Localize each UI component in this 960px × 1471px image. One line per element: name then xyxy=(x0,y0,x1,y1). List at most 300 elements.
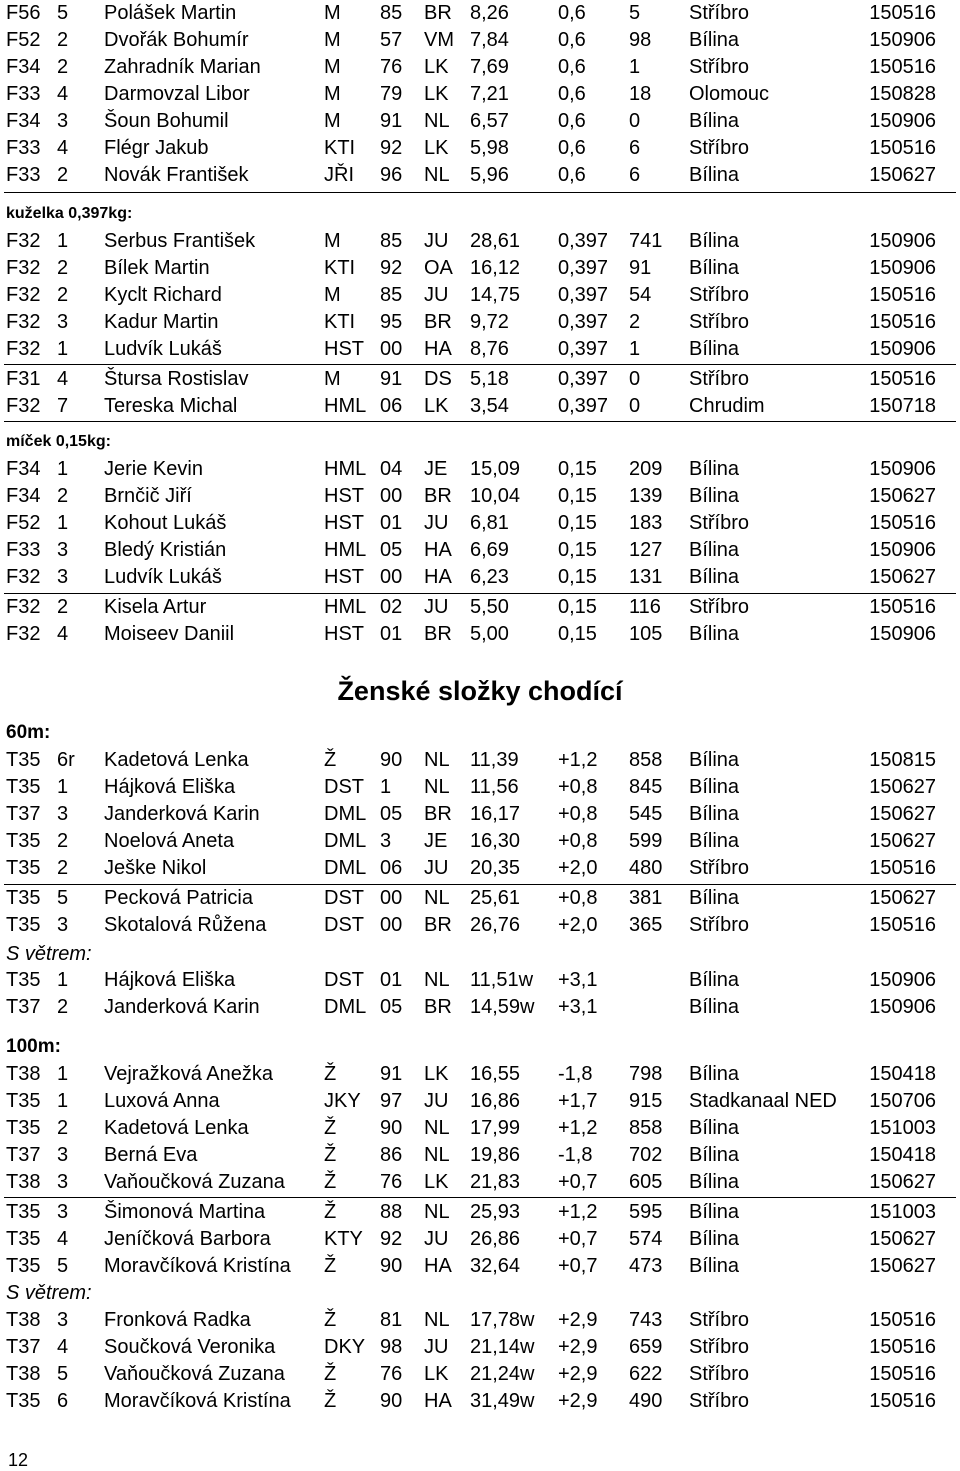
cell-points: 858 xyxy=(629,1117,663,1139)
cell-club: M xyxy=(324,368,341,390)
table-row xyxy=(0,1061,960,1088)
cell-points: 473 xyxy=(629,1255,663,1277)
cell-result: 21,83 xyxy=(470,1171,521,1193)
cell-venue: Bílina xyxy=(689,566,740,588)
cell-points: 702 xyxy=(629,1144,663,1166)
cell-wind-or-weight: 0,397 xyxy=(558,257,609,279)
cell-wind-or-weight: 0,397 xyxy=(558,368,609,390)
cell-date: 150906 xyxy=(869,338,936,360)
cell-birth-year: 92 xyxy=(380,257,403,279)
table-row xyxy=(0,108,960,135)
cell-wind-or-weight: +2,0 xyxy=(558,857,598,879)
cell-date: 150627 xyxy=(869,887,936,909)
cell-club: DKY xyxy=(324,1336,366,1358)
cell-result: 14,59w xyxy=(470,996,535,1018)
cell-region: BR xyxy=(424,996,452,1018)
cell-region: JE xyxy=(424,458,448,480)
cell-birth-year: 85 xyxy=(380,230,403,252)
cell-date: 150718 xyxy=(869,395,936,417)
cell-wind-or-weight: 0,15 xyxy=(558,458,597,480)
cell-date: 150516 xyxy=(869,137,936,159)
cell-club: JKY xyxy=(324,1090,361,1112)
cell-place: 6r xyxy=(57,749,75,771)
cell-athlete-name: Součková Veronika xyxy=(104,1336,276,1358)
cell-result: 3,54 xyxy=(470,395,509,417)
cell-category: F32 xyxy=(6,284,41,306)
cell-athlete-name: Vejražková Anežka xyxy=(104,1063,273,1085)
table-row xyxy=(0,747,960,774)
cell-venue: Bílina xyxy=(689,623,740,645)
table-row xyxy=(0,135,960,162)
cell-points: 0 xyxy=(629,368,641,390)
cell-date: 150627 xyxy=(869,803,936,825)
section-title-100m: 100m: xyxy=(6,1036,61,1057)
cell-date: 150627 xyxy=(869,1171,936,1193)
cell-points: 365 xyxy=(629,914,663,936)
cell-result: 16,17 xyxy=(470,803,521,825)
cell-birth-year: 00 xyxy=(380,338,403,360)
cell-place: 3 xyxy=(57,1309,69,1331)
table-row xyxy=(0,81,960,108)
cell-venue: Bílina xyxy=(689,485,740,507)
cell-region: HA xyxy=(424,566,452,588)
cell-region: LK xyxy=(424,1063,449,1085)
cell-points: 6 xyxy=(629,137,641,159)
cell-result: 15,09 xyxy=(470,458,521,480)
cell-result: 17,78w xyxy=(470,1309,535,1331)
cell-result: 7,69 xyxy=(470,56,509,78)
cell-date: 150516 xyxy=(869,1363,936,1385)
cell-result: 21,24w xyxy=(470,1363,535,1385)
cell-result: 5,00 xyxy=(470,623,509,645)
cell-wind-or-weight: +1,7 xyxy=(558,1090,598,1112)
cell-birth-year: 76 xyxy=(380,1171,403,1193)
table-row xyxy=(0,594,960,621)
cell-place: 2 xyxy=(57,284,69,306)
cell-birth-year: 57 xyxy=(380,29,403,51)
cell-venue: Bílina xyxy=(689,1117,740,1139)
cell-birth-year: 95 xyxy=(380,311,403,333)
cell-athlete-name: Šimonová Martina xyxy=(104,1201,266,1223)
cell-category: T37 xyxy=(6,803,41,825)
cell-result: 25,93 xyxy=(470,1201,521,1223)
cell-result: 10,04 xyxy=(470,485,521,507)
cell-region: JU xyxy=(424,1090,449,1112)
cell-venue: Bílina xyxy=(689,1255,740,1277)
table-row xyxy=(0,801,960,828)
cell-date: 150906 xyxy=(869,110,936,132)
cell-venue: Stříbro xyxy=(689,368,750,390)
cell-place: 2 xyxy=(57,857,69,879)
cell-venue: Bílina xyxy=(689,830,740,852)
cell-club: Ž xyxy=(324,1063,337,1085)
cell-birth-year: 90 xyxy=(380,749,403,771)
cell-place: 3 xyxy=(57,110,69,132)
cell-date: 150516 xyxy=(869,2,936,24)
table-row xyxy=(0,1199,960,1226)
table-row xyxy=(0,1361,960,1388)
cell-venue: Stříbro xyxy=(689,512,750,534)
cell-birth-year: 85 xyxy=(380,284,403,306)
cell-club: DML xyxy=(324,857,367,879)
cell-club: M xyxy=(324,56,341,78)
cell-place: 1 xyxy=(57,969,69,991)
cell-points: 0 xyxy=(629,395,641,417)
cell-venue: Stříbro xyxy=(689,1309,750,1331)
section-title-60m: 60m: xyxy=(6,722,51,743)
cell-wind-or-weight: 0,6 xyxy=(558,137,586,159)
cell-category: F33 xyxy=(6,164,41,186)
cell-category: F33 xyxy=(6,137,41,159)
cell-category: F32 xyxy=(6,257,41,279)
cell-club: M xyxy=(324,29,341,51)
table-row xyxy=(0,54,960,81)
cell-place: 2 xyxy=(57,596,69,618)
cell-region: JU xyxy=(424,596,449,618)
cell-venue: Chrudim xyxy=(689,395,765,417)
cell-birth-year: 97 xyxy=(380,1090,403,1112)
cell-category: F56 xyxy=(6,2,41,24)
cell-athlete-name: Jeníčková Barbora xyxy=(104,1228,271,1250)
cell-date: 150906 xyxy=(869,539,936,561)
cell-venue: Bílina xyxy=(689,996,740,1018)
cell-club: HST xyxy=(324,512,364,534)
cell-athlete-name: Janderková Karin xyxy=(104,996,260,1018)
cell-points: 183 xyxy=(629,512,663,534)
cell-club: HST xyxy=(324,338,364,360)
cell-place: 4 xyxy=(57,623,69,645)
cell-date: 150516 xyxy=(869,284,936,306)
cell-athlete-name: Moravčíková Kristína xyxy=(104,1255,291,1277)
cell-result: 26,76 xyxy=(470,914,521,936)
cell-wind-or-weight: 0,15 xyxy=(558,566,597,588)
cell-place: 5 xyxy=(57,2,69,24)
cell-region: DS xyxy=(424,368,452,390)
cell-points: 381 xyxy=(629,887,663,909)
cell-birth-year: 91 xyxy=(380,368,403,390)
cell-wind-or-weight: 0,15 xyxy=(558,485,597,507)
cell-place: 6 xyxy=(57,1390,69,1412)
cell-wind-or-weight: +1,2 xyxy=(558,749,598,771)
cell-date: 150516 xyxy=(869,512,936,534)
cell-athlete-name: Jerie Kevin xyxy=(104,458,203,480)
cell-place: 1 xyxy=(57,338,69,360)
cell-club: KTY xyxy=(324,1228,363,1250)
cell-birth-year: 00 xyxy=(380,566,403,588)
cell-place: 1 xyxy=(57,512,69,534)
cell-points: 91 xyxy=(629,257,652,279)
cell-wind-or-weight: +0,8 xyxy=(558,776,598,798)
cell-wind-or-weight: +2,9 xyxy=(558,1309,598,1331)
cell-place: 4 xyxy=(57,137,69,159)
cell-category: F32 xyxy=(6,311,41,333)
cell-category: T38 xyxy=(6,1171,41,1193)
cell-category: F34 xyxy=(6,458,41,480)
cell-result: 16,30 xyxy=(470,830,521,852)
table-row xyxy=(0,1334,960,1361)
table-row xyxy=(0,162,960,189)
cell-place: 3 xyxy=(57,914,69,936)
cell-region: LK xyxy=(424,137,449,159)
cell-date: 150418 xyxy=(869,1063,936,1085)
cell-region: LK xyxy=(424,56,449,78)
cell-wind-or-weight: +0,8 xyxy=(558,803,598,825)
cell-wind-or-weight: +2,9 xyxy=(558,1336,598,1358)
cell-birth-year: 81 xyxy=(380,1309,403,1331)
table-row xyxy=(0,255,960,282)
cell-result: 19,86 xyxy=(470,1144,521,1166)
cell-points: 2 xyxy=(629,311,641,333)
cell-birth-year: 88 xyxy=(380,1201,403,1223)
cell-category: F33 xyxy=(6,83,41,105)
cell-venue: Bílina xyxy=(689,1144,740,1166)
divider xyxy=(4,192,956,193)
cell-birth-year: 00 xyxy=(380,887,403,909)
cell-date: 151003 xyxy=(869,1117,936,1139)
cell-points: 18 xyxy=(629,83,652,105)
cell-venue: Stříbro xyxy=(689,914,750,936)
cell-club: DST xyxy=(324,969,364,991)
cell-date: 150906 xyxy=(869,257,936,279)
cell-club: Ž xyxy=(324,1201,337,1223)
cell-category: T37 xyxy=(6,1336,41,1358)
cell-wind-or-weight: 0,15 xyxy=(558,623,597,645)
cell-wind-or-weight: +3,1 xyxy=(558,969,598,991)
cell-result: 26,86 xyxy=(470,1228,521,1250)
table-row xyxy=(0,27,960,54)
table-row xyxy=(0,828,960,855)
table-row xyxy=(0,1388,960,1415)
cell-region: HA xyxy=(424,338,452,360)
cell-result: 21,14w xyxy=(470,1336,535,1358)
cell-birth-year: 90 xyxy=(380,1390,403,1412)
cell-category: T35 xyxy=(6,1117,41,1139)
cell-wind-or-weight: 0,6 xyxy=(558,110,586,132)
cell-wind-or-weight: 0,397 xyxy=(558,284,609,306)
cell-points: 490 xyxy=(629,1390,663,1412)
cell-place: 1 xyxy=(57,230,69,252)
cell-place: 1 xyxy=(57,458,69,480)
cell-athlete-name: Skotalová Růžena xyxy=(104,914,267,936)
cell-wind-or-weight: -1,8 xyxy=(558,1144,593,1166)
cell-wind-or-weight: +1,2 xyxy=(558,1117,598,1139)
cell-category: T35 xyxy=(6,830,41,852)
cell-date: 151003 xyxy=(869,1201,936,1223)
cell-birth-year: 96 xyxy=(380,164,403,186)
cell-athlete-name: Tereska Michal xyxy=(104,395,238,417)
cell-athlete-name: Noelová Aneta xyxy=(104,830,235,852)
table-row xyxy=(0,309,960,336)
cell-wind-or-weight: 0,15 xyxy=(558,512,597,534)
cell-club: Ž xyxy=(324,1144,337,1166)
cell-venue: Bílina xyxy=(689,1228,740,1250)
cell-date: 150906 xyxy=(869,458,936,480)
cell-athlete-name: Moiseev Daniil xyxy=(104,623,235,645)
cell-place: 2 xyxy=(57,257,69,279)
cell-birth-year: 00 xyxy=(380,485,403,507)
cell-venue: Stříbro xyxy=(689,1390,750,1412)
cell-birth-year: 05 xyxy=(380,803,403,825)
cell-category: T35 xyxy=(6,1228,41,1250)
cell-result: 14,75 xyxy=(470,284,521,306)
cell-points: 209 xyxy=(629,458,663,480)
cell-birth-year: 04 xyxy=(380,458,403,480)
cell-athlete-name: Vaňoučková Zuzana xyxy=(104,1171,285,1193)
cell-birth-year: 01 xyxy=(380,969,403,991)
cell-result: 11,51w xyxy=(470,969,534,991)
table-row xyxy=(0,1115,960,1142)
cell-venue: Bílina xyxy=(689,969,740,991)
cell-club: JŘI xyxy=(324,164,354,186)
cell-athlete-name: Polášek Martin xyxy=(104,2,237,24)
cell-category: F52 xyxy=(6,512,41,534)
cell-wind-or-weight: +2,9 xyxy=(558,1390,598,1412)
cell-category: T35 xyxy=(6,1255,41,1277)
wind-assisted-label-60m: S větrem: xyxy=(6,943,92,965)
cell-club: M xyxy=(324,230,341,252)
cell-points: 127 xyxy=(629,539,663,561)
cell-place: 4 xyxy=(57,368,69,390)
cell-points: 858 xyxy=(629,749,663,771)
cell-points: 599 xyxy=(629,830,663,852)
cell-category: T38 xyxy=(6,1363,41,1385)
cell-region: BR xyxy=(424,311,452,333)
cell-result: 5,96 xyxy=(470,164,509,186)
cell-venue: Stříbro xyxy=(689,284,750,306)
cell-region: NL xyxy=(424,1309,450,1331)
cell-club: HML xyxy=(324,395,367,417)
cell-club: Ž xyxy=(324,1363,337,1385)
cell-points: 545 xyxy=(629,803,663,825)
cell-points: 105 xyxy=(629,623,663,645)
table-row xyxy=(0,228,960,255)
table-row xyxy=(0,1142,960,1169)
cell-venue: Bílina xyxy=(689,1201,740,1223)
cell-region: LK xyxy=(424,1171,449,1193)
cell-venue: Bílina xyxy=(689,458,740,480)
cell-athlete-name: Janderková Karin xyxy=(104,803,260,825)
cell-place: 2 xyxy=(57,56,69,78)
cell-wind-or-weight: 0,397 xyxy=(558,311,609,333)
cell-place: 1 xyxy=(57,1063,69,1085)
cell-category: T35 xyxy=(6,857,41,879)
cell-venue: Bílina xyxy=(689,29,740,51)
cell-athlete-name: Šoun Bohumil xyxy=(104,110,229,132)
cell-club: M xyxy=(324,2,341,24)
cell-points: 131 xyxy=(629,566,663,588)
divider xyxy=(4,593,956,594)
cell-birth-year: 86 xyxy=(380,1144,403,1166)
cell-region: LK xyxy=(424,1363,449,1385)
cell-athlete-name: Dvořák Bohumír xyxy=(104,29,249,51)
cell-region: JU xyxy=(424,230,449,252)
table-row xyxy=(0,1088,960,1115)
cell-result: 6,81 xyxy=(470,512,509,534)
cell-athlete-name: Kyclt Richard xyxy=(104,284,222,306)
divider xyxy=(4,884,956,885)
cell-date: 150627 xyxy=(869,830,936,852)
cell-athlete-name: Novák František xyxy=(104,164,249,186)
cell-category: T37 xyxy=(6,996,41,1018)
cell-venue: Olomouc xyxy=(689,83,770,105)
section-title-micek: míček 0,15kg: xyxy=(6,433,111,450)
cell-venue: Bílina xyxy=(689,338,740,360)
cell-club: HST xyxy=(324,623,364,645)
cell-birth-year: 02 xyxy=(380,596,403,618)
cell-birth-year: 01 xyxy=(380,512,403,534)
table-row xyxy=(0,855,960,882)
cell-wind-or-weight: 0,397 xyxy=(558,338,609,360)
cell-birth-year: 91 xyxy=(380,1063,403,1085)
cell-points: 659 xyxy=(629,1336,663,1358)
cell-birth-year: 91 xyxy=(380,110,403,132)
cell-place: 5 xyxy=(57,1363,69,1385)
cell-region: NL xyxy=(424,110,450,132)
cell-wind-or-weight: 0,6 xyxy=(558,164,586,186)
cell-category: F34 xyxy=(6,110,41,132)
cell-place: 1 xyxy=(57,776,69,798)
cell-category: T35 xyxy=(6,1390,41,1412)
cell-venue: Stříbro xyxy=(689,857,750,879)
cell-wind-or-weight: 0,397 xyxy=(558,230,609,252)
cell-wind-or-weight: 0,397 xyxy=(558,395,609,417)
table-row xyxy=(0,564,960,591)
cell-birth-year: 98 xyxy=(380,1336,403,1358)
cell-place: 5 xyxy=(57,1255,69,1277)
cell-category: F31 xyxy=(6,368,41,390)
cell-result: 31,49w xyxy=(470,1390,535,1412)
cell-birth-year: 06 xyxy=(380,395,403,417)
cell-result: 20,35 xyxy=(470,857,521,879)
section-title-kuzelka: kuželka 0,397kg: xyxy=(6,205,133,222)
cell-points: 574 xyxy=(629,1228,663,1250)
cell-club: DST xyxy=(324,914,364,936)
cell-region: NL xyxy=(424,749,450,771)
cell-athlete-name: Berná Eva xyxy=(104,1144,198,1166)
cell-wind-or-weight: +2,9 xyxy=(558,1363,598,1385)
table-row xyxy=(0,336,960,363)
divider xyxy=(4,421,956,422)
cell-category: T35 xyxy=(6,914,41,936)
cell-venue: Bílina xyxy=(689,164,740,186)
cell-result: 5,50 xyxy=(470,596,509,618)
cell-place: 3 xyxy=(57,311,69,333)
cell-venue: Bílina xyxy=(689,1171,740,1193)
cell-result: 28,61 xyxy=(470,230,521,252)
cell-date: 150627 xyxy=(869,1228,936,1250)
cell-category: T35 xyxy=(6,1201,41,1223)
cell-region: HA xyxy=(424,539,452,561)
cell-result: 7,21 xyxy=(470,83,509,105)
cell-birth-year: 01 xyxy=(380,623,403,645)
cell-result: 6,57 xyxy=(470,110,509,132)
table-row xyxy=(0,537,960,564)
cell-points: 116 xyxy=(629,596,661,618)
cell-region: NL xyxy=(424,969,450,991)
cell-points: 98 xyxy=(629,29,652,51)
cell-category: F34 xyxy=(6,56,41,78)
cell-club: Ž xyxy=(324,1171,337,1193)
cell-date: 150516 xyxy=(869,311,936,333)
cell-region: BR xyxy=(424,914,452,936)
cell-result: 25,61 xyxy=(470,887,521,909)
cell-date: 150418 xyxy=(869,1144,936,1166)
cell-result: 5,98 xyxy=(470,137,509,159)
cell-category: T38 xyxy=(6,1309,41,1331)
table-row xyxy=(0,621,960,648)
cell-venue: Bílina xyxy=(689,539,740,561)
cell-region: BR xyxy=(424,623,452,645)
